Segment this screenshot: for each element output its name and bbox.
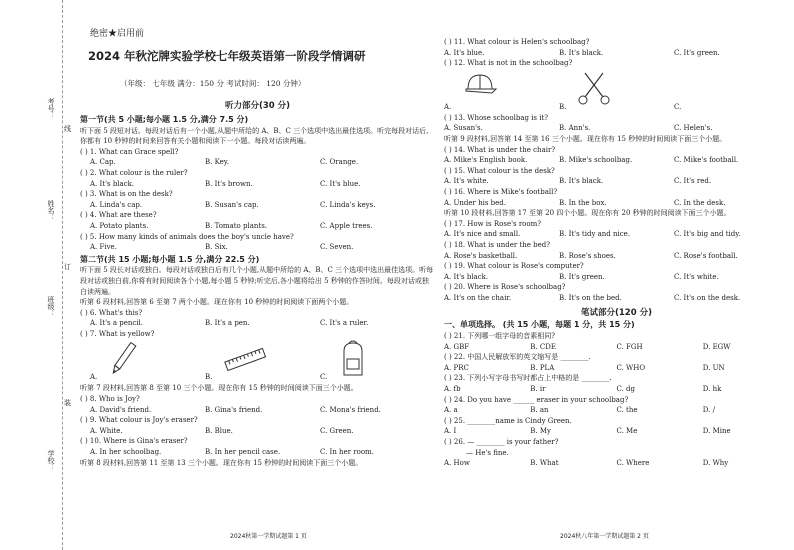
question-7-option-a (90, 339, 205, 383)
option: C. It's a ruler. (320, 319, 369, 328)
option-letter: B. (559, 102, 567, 111)
written-title: 笔试部分(120 分) (581, 308, 652, 319)
option: A. GBF (444, 342, 470, 351)
option: C. Where (616, 459, 650, 468)
option: C. Orange. (320, 158, 359, 167)
question-17: ( ) 17. How is Rose's room? (444, 219, 541, 228)
option: C. It's blue. (320, 179, 361, 188)
question-12-pictures (444, 69, 789, 113)
option: B. PLA (530, 363, 555, 372)
option: C. WHO (616, 363, 646, 372)
option: D. / (702, 406, 715, 415)
question-26: ( ) 26. — ________ is your father? (444, 438, 559, 446)
option: A. Under his bed. (444, 198, 507, 207)
option: A. It's white. (444, 177, 489, 186)
question-23: ( ) 23. 下列小写字母书写时都占上中格的是 ________. (444, 374, 612, 383)
binding-label-name: 姓名： (47, 200, 55, 221)
question-7-pictures (80, 339, 435, 383)
question-20: ( ) 20. Where is Rose's schoolbag? (444, 283, 566, 292)
option: B. It's tidy and nice. (559, 230, 631, 239)
question-7-option-c (320, 339, 435, 383)
section2-title: 第二节(共 15 小题;每小题 1.5 分,满分 22.5 分) (80, 254, 260, 264)
secret-mark: 绝密★启用前 (90, 29, 145, 39)
question-1-options (80, 157, 435, 168)
question-22: ( ) 22. 中国人民解放军的英文缩写是 ________. (444, 353, 591, 362)
option: C. In the desk. (674, 198, 726, 207)
option: C. Seven. (320, 243, 354, 252)
option: A. I (444, 427, 457, 436)
binding-seal-pack: 装 (64, 399, 71, 407)
option: C. Apple trees. (320, 221, 373, 230)
question-8-options (80, 405, 435, 416)
scissors-icon (577, 69, 611, 105)
question-15: ( ) 15. What colour is the desk? (444, 166, 555, 175)
question-20-options (444, 293, 789, 304)
option: B. Tomato plants. (205, 221, 268, 230)
question-12-option-a (444, 69, 559, 113)
option: C. Green. (320, 426, 354, 435)
option: B. Gina's friend. (205, 405, 263, 414)
question-9: ( ) 9. What colour is Joy's eraser? (80, 416, 198, 425)
pencil-icon (108, 339, 138, 379)
question-14-options (444, 155, 789, 166)
question-17-options (444, 229, 789, 240)
left-column (80, 100, 435, 468)
option: A. a (444, 406, 458, 415)
option: A. David's friend. (90, 405, 152, 414)
right-column (444, 37, 789, 469)
question-25: ( ) 25. ________name is Cindy Green. (444, 416, 572, 425)
option: C. Me (616, 427, 638, 436)
option: A. It's blue. (444, 48, 485, 57)
option: D. EGW (702, 342, 731, 351)
option: B. In the box. (559, 198, 607, 207)
option: B. It's on the bed. (559, 293, 622, 302)
option: B. It's a pen. (205, 319, 250, 328)
option: A. fb (444, 385, 461, 394)
cap-icon (462, 69, 498, 99)
section1-title: 第一节(共 5 小题;每小题 1.5 分,满分 7.5 分) (80, 115, 249, 124)
option: B. What (530, 459, 559, 468)
option: B. It's brown. (205, 179, 253, 188)
option: C. dg (616, 385, 636, 394)
passage-6-instruction: 听第 6 段材料,回答第 6 至第 7 两个小题。现在你有 10 秒钟的时间阅读下面两个小题。 (80, 298, 354, 307)
question-5: ( ) 5. How many kinds of animals does the boy's uncle have? (80, 232, 294, 241)
option: A. Five. (90, 243, 117, 252)
question-23-options (444, 384, 789, 395)
section2-intro: 听下面 5 段长对话或独白。每段对话或独白后有几个小题,从题中所给的 A、B、C 三个选项中选出最佳选项。听每段对话或独白前,你将有时间阅读各个小题,每小题 5 秒钟;听完后,各小题将给出 5 秒钟的作答时间。每段对话或独白读两遍。 (80, 266, 434, 296)
question-22-options (444, 363, 789, 374)
option: B. My (530, 427, 551, 436)
question-26-reply: — He's fine. (466, 448, 509, 457)
binding-seal-line: 线 (64, 125, 71, 133)
question-10: ( ) 10. Where is Gina's eraser? (80, 437, 188, 446)
question-24-options (444, 405, 789, 416)
question-6-options (80, 318, 435, 329)
question-19: ( ) 19. What colour is Rose's computer? (444, 262, 584, 271)
option: C. It's big and tidy. (674, 230, 741, 239)
question-3: ( ) 3. What is on the desk? (80, 190, 173, 199)
option: B. It's black. (559, 177, 604, 186)
option: B. Mike's schoolbag. (559, 156, 633, 165)
option: C. It's on the desk. (674, 293, 741, 302)
option: B. Susan's cap. (205, 200, 259, 209)
binding-label-exam-number: 考号： (47, 98, 55, 119)
option: A. It's nice and small. (444, 230, 521, 239)
passage-9-instruction: 听第 9 段材料,回答第 14 至第 16 三个小题。现在你有 15 秒钟的时间阅读下面三个小题。 (444, 134, 727, 143)
question-25-options (444, 426, 789, 437)
listening-title: 听力部分(30 分) (224, 101, 291, 111)
option: D. Why (702, 459, 729, 468)
option: A. It's black. (90, 179, 135, 188)
question-13: ( ) 13. Whose schoolbag is it? (444, 113, 549, 122)
question-11: ( ) 11. What colour is Helen's schoolbag? (444, 38, 590, 46)
question-5-options (80, 242, 435, 253)
option: B. Blue. (205, 426, 233, 435)
option: A. How (444, 459, 470, 468)
question-21-options (444, 342, 789, 353)
ruler-icon (223, 339, 267, 379)
option: A. Rose's basketball. (444, 251, 518, 260)
question-21: ( ) 21. 下列哪一组字母的音素相同? (444, 332, 556, 341)
question-16: ( ) 16. Where is Mike's football? (444, 187, 558, 196)
question-2: ( ) 2. What colour is the ruler? (80, 168, 188, 177)
option: B. Ann's. (559, 124, 591, 133)
question-2-options (80, 179, 435, 190)
question-16-options (444, 198, 789, 209)
option: D. hk (702, 385, 722, 394)
option: B. CDE (530, 342, 556, 351)
option: A. Mike's English book. (444, 156, 528, 165)
option: B. It's green. (559, 272, 605, 281)
option: C. Rose's football. (674, 251, 738, 260)
passage-10-instruction: 听第 10 段材料,回答第 17 至第 20 四个小题。现在你有 20 秒钟的时间阅读下面三个小题。 (444, 209, 731, 218)
section1-intro: 听下面 5 段短对话。每段对话后有一个小题,从题中所给的 A、B、C 三个选项中选出最佳选项。听完每段对话后,你都有 10 秒钟的时间来回答有关小题和阅读下一小题。每段对话读两遍。 (80, 126, 429, 146)
single-choice-title: 一、单项选择。 (共 15 小题，每题 1 分，共 15 分) (444, 320, 635, 330)
option: B. Key. (205, 158, 230, 167)
question-1: ( ) 1. What can Grace spell? (80, 147, 179, 156)
option: A. In her schoolbag. (90, 448, 162, 457)
option-letter: A. (444, 102, 452, 111)
exam-meta: （年级： 七年级 满分：150 分 考试时间： 120 分钟） (120, 79, 306, 88)
question-12: ( ) 12. What is not in the schoolbag? (444, 59, 573, 68)
question-19-options (444, 272, 789, 283)
passage-8-instruction: 听第 8 段材料,回答第 11 至第 13 三个小题。现在你有 15 秒钟的时间阅读下面三个小题。 (80, 458, 363, 467)
option: B. It's black. (559, 48, 604, 57)
option: A. PRC (444, 363, 469, 372)
page-footer-2: 2024秋八年第一学期试题第 2 页 (560, 533, 649, 540)
question-13-options (444, 123, 789, 134)
question-8: ( ) 8. Who is Joy? (80, 395, 140, 404)
question-6: ( ) 6. What's this? (80, 308, 143, 317)
question-15-options (444, 176, 789, 187)
option: A. Linda's cap. (90, 200, 143, 209)
option: A. Cap. (90, 158, 116, 167)
option: C. FGH (616, 342, 643, 351)
question-26-options (444, 458, 789, 469)
question-24: ( ) 24. Do you have ______ eraser in your schoolbag? (444, 395, 629, 404)
option: A. It's on the chair. (444, 293, 512, 302)
question-7-option-b (205, 339, 320, 383)
question-12-option-c (674, 69, 789, 113)
option: A. Susan's. (444, 124, 483, 133)
option: B. an (530, 406, 549, 415)
option: B. Six. (205, 243, 228, 252)
option: C. Mona's friend. (320, 405, 381, 414)
passage-7-instruction: 听第 7 段材料,回答第 8 至第 10 三个小题。现在你有 15 秒钟的时间阅读下面三个小题。 (80, 384, 358, 393)
option: D. Mine (702, 427, 731, 436)
option: B. In her pencil case. (205, 448, 281, 457)
exam-title: 2024 年秋沱牌实验学校七年级英语第一阶段学情调研 (88, 49, 366, 63)
option: C. Helen's. (674, 124, 713, 133)
question-10-options (80, 447, 435, 458)
question-18-options (444, 251, 789, 262)
question-18: ( ) 18. What is under the bed? (444, 240, 550, 249)
option: A. It's a pencil. (90, 319, 143, 328)
option: B. ir (530, 385, 546, 394)
question-14: ( ) 14. What is under the chair? (444, 145, 556, 154)
option: A. It's black. (444, 272, 489, 281)
option: B. Rose's shoes. (559, 251, 616, 260)
page-footer-1: 2024秋第一学期试题第 1 页 (230, 533, 307, 540)
schoolbag-icon (338, 339, 368, 379)
option: A. Potato plants. (90, 221, 149, 230)
option: C. It's red. (674, 177, 712, 186)
option: A. White. (90, 426, 123, 435)
binding-label-school: 学校： (47, 450, 55, 471)
option: D. UN (702, 363, 725, 372)
question-4-options (80, 221, 435, 232)
option: C. Mike's football. (674, 156, 739, 165)
question-4: ( ) 4. What are these? (80, 211, 157, 220)
option-letter: A. (90, 373, 98, 382)
option: C. It's white. (674, 272, 719, 281)
question-7: ( ) 7. What is yellow? (80, 329, 155, 338)
option: C. In her room. (320, 448, 374, 457)
question-3-options (80, 200, 435, 211)
option: C. Linda's keys. (320, 200, 376, 209)
question-9-options (80, 426, 435, 437)
question-12-option-b (559, 69, 674, 113)
question-11-options (444, 48, 789, 59)
option-letter: B. (205, 373, 213, 382)
binding-label-class: 班级： (47, 296, 55, 317)
binding-seal-bind: 订 (64, 263, 71, 271)
option: C. It's green. (674, 48, 720, 57)
binding-strip (0, 0, 71, 550)
option: C. the (616, 406, 638, 415)
option-letter: C. (320, 373, 328, 382)
option-letter: C. (674, 102, 682, 111)
